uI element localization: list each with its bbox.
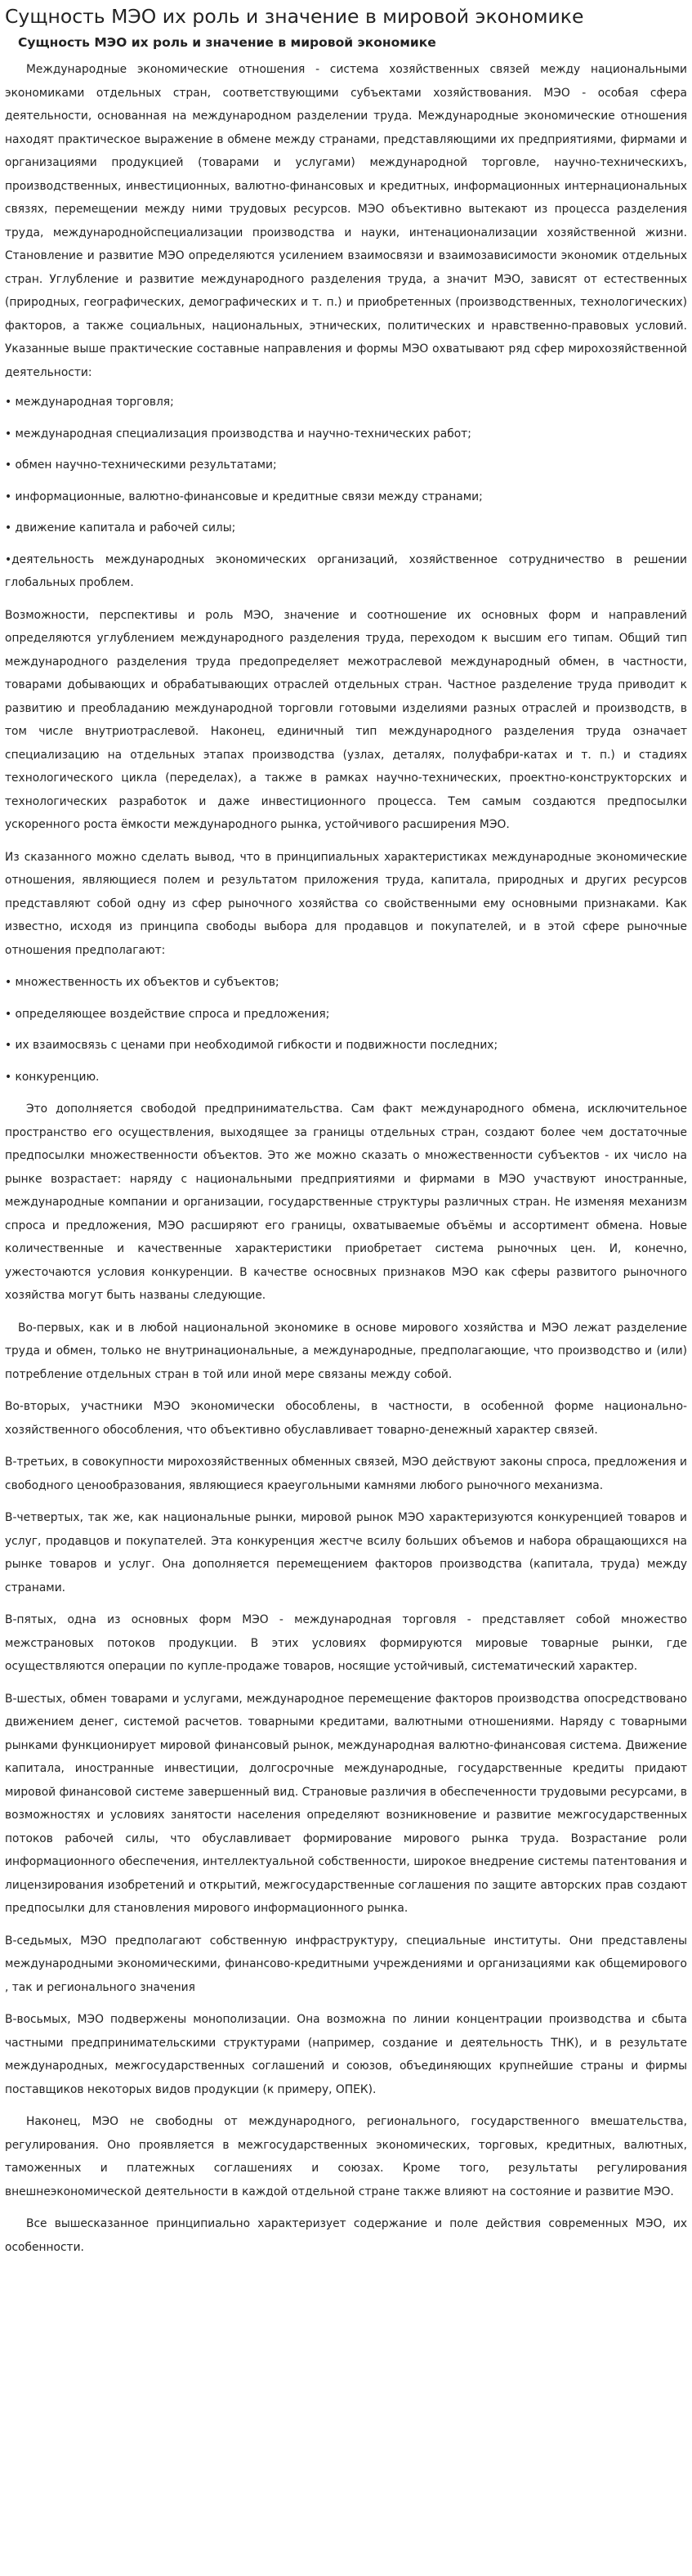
- list-item: • международная торговля;: [5, 396, 174, 409]
- list-item: •деятельность международных экономических организаций, хозяйственное сотрудничество в решении глобальных проблем.: [5, 552, 687, 589]
- list-market-relations: [5, 971, 687, 1089]
- article-body: [5, 58, 687, 2259]
- paragraph-conclusion: Из сказанного можно сделать вывод, что в принципиальных характеристиках международные экономические отношения, являющиеся полем и результатом приложения труда, капитала, природных и других ресурсов представляют собой одну из сфер рыночного хозяйства со свойственными ему основными признаками. Как известно, исходя из принципа свободы выбора для продавцов и покупателей, и в этой сфере рыночные отношения предполагают:: [5, 850, 687, 957]
- list-item: • определяющее воздействие спроса и предложения;: [5, 1007, 330, 1021]
- paragraph-feature-sixth: В-шестых, обмен товарами и услугами, международное перемещение факторов производства опосредствовано движением денег, системой расчетов. товарными кредитами, валютными отношениями. Наряду с товарными рынками функционирует мировой финансовый рынок, международная валютно-финансовая система. Движение капитала, иностранные инвестиции, долгосрочные международные, государственные кредиты придают мировой финансовой системе завершенный вид. Страновые различия в обеспеченности трудовыми ресурсами, в возможностях и условиях занятости населения определяют возникновение и развитие межгосударственных потоков рабочей силы, что обуславливает формирование мирового рынка труда. Возрастание роли информационного обеспечения, интеллектуальной собственности, широкое внедрение системы патентования и лицензирования изобретений и открытий, межгосударственные соглашения по защите авторских прав создают предпосылки для становления мирового информационного рынка.: [5, 1692, 687, 1915]
- paragraph-feature-eighth: В-восьмых, МЭО подвержены монополизации. Она возможна по линии концентрации производства и сбыта частными предпринимательскими структурами (например, создание и деятельность ТНК), и в результате международных, межгосударственных соглашений и союзов, объединяющих крупнейшие страны и фирмы поставщиков некоторых видов продукции (к примеру, ОПЕК).: [5, 2013, 687, 2096]
- list-item: • информационные, валютно-финансовые и кредитные связи между странами;: [5, 490, 483, 503]
- list-item: • обмен научно-техническими результатами;: [5, 458, 277, 472]
- paragraph-feature-fourth: В-четвертых, так же, как национальные рынки, мировой рынок МЭО характеризуются конкуренцией товаров и услуг, продавцов и покупателей. Эта конкуренция жестче всилу больших объемов и набора обращающихся на рынке товаров и услуг. Она дополняется перемещением факторов производства (капитала, труда) между странами.: [5, 1511, 687, 1594]
- paragraph-division-of-labour: Возможности, перспективы и роль МЭО, значение и соотношение их основных форм и направлений определяются углублением международного разделения труда, переходом к высшим его типам. Общий тип международного разделения труда предопределяет межотраслевой международный обмен, в частности, товарами добывающих и обрабатывающих отраслей отдельных стран. Частное разделение труда приводит к развитию и преобладанию международной торговли готовыми изделиями разных отраслей и производств, в том числе внутриотраслевой. Наконец, единичный тип международного разделения труда означает специализацию на отдельных этапах производства (узлах, деталях, полуфабри-катах и т. п.) и стадиях технологического цикла (переделах), а также в рамках научно-технических, проектно-конструкторских и технологических разработок и даже инвестиционного процесса. Тем самым создаются предпосылки ускоренного роста ёмкости международного рынка, устойчивого расширения МЭО.: [5, 608, 687, 831]
- list-item: • конкуренцию.: [5, 1070, 100, 1084]
- list-item: • международная специализация производства и научно-технических работ;: [5, 427, 471, 441]
- list-item: • множественность их объектов и субъектов;: [5, 976, 279, 989]
- list-item: • движение капитала и рабочей силы;: [5, 521, 236, 534]
- paragraph-feature-first: Во-первых, как и в любой национальной экономике в основе мирового хозяйства и МЭО лежат разделение труда и обмен, только не внутринациональные, а международные, предполагающие, что производство и (или) потребление отдельных стран в той или иной мере связаны между собой.: [5, 1321, 687, 1381]
- list-mirohoz-spheres: [5, 391, 687, 595]
- paragraph-entrepreneurship: Это дополняется свободой предпринимательства. Сам факт международного обмена, исключительное пространство его осуществления, выходящее за границы отдельных стран, создают более чем достаточные предпосылки множественности объектов. Это же можно сказать о множественности субъектов - их число на рынке возрастает: наряду с национальными предприятиями и фирмами в МЭО участвуют иностранные, международные компании и организации, государственные структуры различных стран. Не изменяя механизм спроса и предложения, МЭО расширяют его границы, охватываемые объёмы и ассортимент обмена. Новые количественные и качественные характеристики приобретает система рыночных цен. И, конечно, ужесточаются условия конкуренции. В качестве осносвных признаков МЭО как сферы развитого рыночного хозяйства могут быть названы следующие.: [5, 1102, 687, 1302]
- paragraph-feature-second: Во-вторых, участники МЭО экономически обособлены, в частности, в особенной форме национально-хозяйственного обособления, что объективно обуславливает товарно-денежный характер связей.: [5, 1400, 687, 1437]
- paragraph-feature-seventh: В-седьмых, МЭО предполагают собственную инфраструктуру, специальные институты. Они представлены международными экономическими, финансово-кредитными учреждениями и организациями как общемирового , так и регионального значения: [5, 1934, 687, 1994]
- paragraph-regulation: Наконец, МЭО не свободны от международного, регионального, государственного вмешательства, регулирования. Оно проявляется в межгосударственных экономических, торговых, кредитных, валютных, таможенных и платежных соглашениях и союзах. Кроме того, результаты регулирования внешнеэкономической деятельности в каждой отдельной стране также влияют на состояние и развитие МЭО.: [5, 2115, 687, 2198]
- paragraph-feature-third: В-третьих, в совокупности мирохозяйственных обменных связей, МЭО действуют законы спроса, предложения и свободного ценообразования, являющиеся краеугольными камнями любого рыночного механизма.: [5, 1456, 687, 1492]
- paragraph-feature-fifth: В-пятых, одна из основных форм МЭО - международная торговля - представляет собой множество межстрановых потоков продукции. В этих условиях формируются мировые товарные рынки, где осуществляются операции по купле-продаже товаров, носящие устойчивый, систематический характер.: [5, 1613, 687, 1673]
- list-item: • их взаимосвязь с ценами при необходимой гибкости и подвижности последних;: [5, 1039, 498, 1052]
- paragraph-intro: Международные экономические отношения - система хозяйственных связей между национальными экономиками отдельных стран, соответствующими субъектами хозяйствования. МЭО - особая сфера деятельности, основанная на международном разделении труда. Международные экономические отношения находят практическое выражение в обмене между странами, представляющими их предприятиями, фирмами и организациями продукцией (товарами и услугами) международной торговле, научно-техническихъ, производственных, инвестиционных, валютно-финансовых и кредитных, информационных интернациональных связях, перемещении между ними трудовых ресурсов. МЭО объективно вытекают из процесса разделения труда, международнойспециализации производства и науки, интенационализации хозяйственной жизни. Становление и развитие МЭО определяются усилением взаимосвязи и взаимозависимости экономик отдельных стран. Углубление и развитие международного разделения труда, а значит МЭО, зависят от естественных (природных, географических, демографических и т. п.) и приобретенных (производственных, технологических) факторов, а также социальных, национальных, этнических, политических и нравственно-правовых условий. Указанные выше практические составные направления и формы МЭО охватывают ряд сфер мирохозяйственной деятельности:: [5, 63, 687, 379]
- article-subtitle: Сущность МЭО их роль и значение в мировой экономике: [18, 35, 436, 50]
- page-title: Сущность МЭО их роль и значение в мировой экономике: [5, 5, 584, 28]
- paragraph-summary: Все вышесказанное принципиально характеризует содержание и поле действия современных МЭО, их особенности.: [5, 2217, 687, 2254]
